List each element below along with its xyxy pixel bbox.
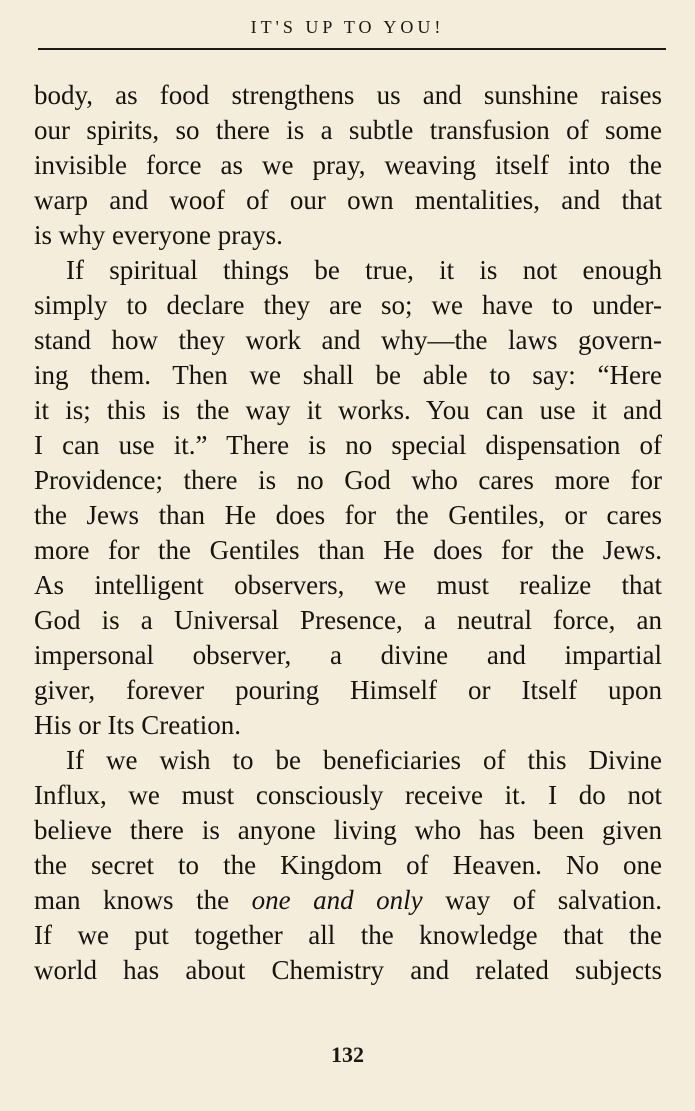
text-line: invisible force as we pray, weaving itself into the	[34, 150, 662, 180]
text-line: more for the Gentiles than He does for the Jews.	[34, 535, 662, 565]
text-line: our spirits, so there is a subtle transfusion of some	[34, 115, 662, 145]
text-line: world has about Chemistry and related subjects	[34, 955, 662, 985]
page-number: 132	[331, 1042, 364, 1067]
text-line: warp and woof of our own mentalities, and that	[34, 185, 662, 215]
running-title: IT'S UP TO YOU!	[250, 17, 445, 37]
text-line: believe there is anyone living who has been given	[34, 815, 662, 845]
text-line: Influx, we must consciously receive it. I do not	[34, 780, 662, 810]
text-line: giver, forever pouring Himself or Itself upon	[34, 675, 662, 705]
text-segment: way of salvation.	[422, 885, 662, 915]
text-segment: man knows the	[34, 885, 252, 915]
text-line: If we put together all the knowledge that the	[34, 920, 662, 950]
text-line: body, as food strengthens us and sunshine raises	[34, 80, 662, 110]
text-line: is why everyone prays.	[34, 220, 283, 250]
text-line: His or Its Creation.	[34, 710, 241, 740]
text-line: As intelligent observers, we must realize that	[34, 570, 662, 600]
text-line: it is; this is the way it works. You can use it and	[34, 395, 662, 425]
text-line: simply to declare they are so; we have to under-	[34, 290, 662, 320]
emphasized-text: one and only	[251, 885, 423, 915]
text-line: ing them. Then we shall be able to say: “Here	[34, 360, 662, 390]
header-rule	[38, 48, 666, 50]
text-line-with-emphasis	[34, 883, 662, 918]
text-line: If spiritual things be true, it is not enough	[66, 255, 662, 285]
text-line: impersonal observer, a divine and impartial	[34, 640, 662, 670]
text-line: stand how they work and why—the laws govern-	[34, 325, 662, 355]
text-line: the secret to the Kingdom of Heaven. No one	[34, 850, 662, 880]
body-text	[34, 78, 662, 988]
text-line: God is a Universal Presence, a neutral force, an	[34, 605, 662, 635]
text-line: Providence; there is no God who cares more for	[34, 465, 662, 495]
text-line: the Jews than He does for the Gentiles, or cares	[34, 500, 662, 530]
text-line: If we wish to be beneficiaries of this Divine	[66, 745, 662, 775]
text-line: I can use it.” There is no special dispensation of	[34, 430, 662, 460]
